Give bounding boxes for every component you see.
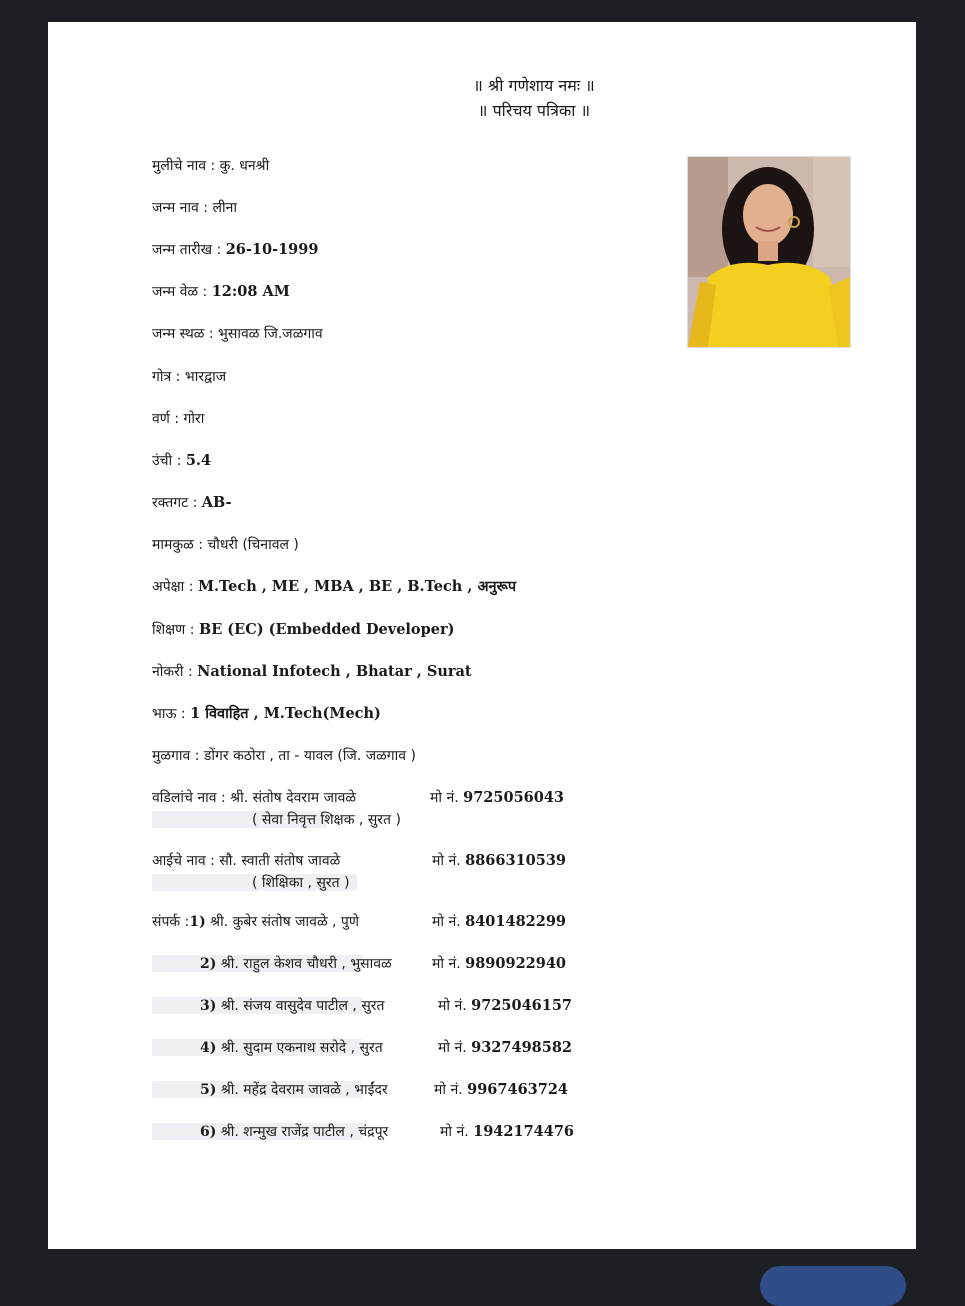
field-row	[152, 704, 381, 724]
field-value: 1 विवाहित , M.Tech(Mech)	[190, 705, 381, 722]
field-row	[152, 746, 416, 766]
field-value: भारद्वाज	[184, 369, 227, 385]
contact-phone-prefix: मो नं.	[440, 1124, 474, 1140]
contact-number: 1)	[189, 914, 206, 930]
mother-phone-number: 8866310539	[465, 852, 567, 869]
invocation-heading: ॥ श्री गणेशाय नमः ॥	[473, 76, 595, 95]
contact-phone-number: 1942174476	[473, 1123, 575, 1140]
contact-phone-prefix: मो नं.	[432, 914, 466, 930]
field-label: उंची :	[152, 453, 186, 469]
field-row	[152, 577, 516, 597]
field-label: जन्म स्थळ :	[152, 326, 219, 342]
contact-item	[200, 1122, 388, 1141]
field-label: जन्म तारीख :	[152, 242, 226, 258]
contact-number: 2)	[200, 956, 217, 972]
contact-phone-prefix: मो नं.	[438, 1040, 472, 1056]
field-label: जन्म नाव :	[152, 200, 213, 216]
contact-item	[200, 1038, 383, 1057]
contact-phone	[434, 1080, 568, 1099]
field-row	[152, 409, 204, 429]
field-value: 12:08 AM	[211, 283, 290, 300]
father-note: ( सेवा निवृत्त शिक्षक , सुरत )	[252, 812, 401, 828]
contact-phone	[432, 954, 566, 973]
father-phone	[430, 788, 564, 807]
field-label: शिक्षण :	[152, 622, 199, 638]
contact-name: श्री. संजय वासुदेव पाटील , सुरत	[220, 998, 385, 1014]
field-row	[152, 156, 269, 176]
mother-phone-prefix: मो नं.	[432, 853, 466, 869]
field-value: 5.4	[185, 452, 212, 469]
field-label: मुलीचे नाव :	[152, 158, 220, 174]
field-label: जन्म वेळ :	[152, 284, 212, 300]
document-page	[48, 22, 916, 1249]
contact-phone	[440, 1122, 574, 1141]
field-row	[152, 240, 318, 260]
document-title: ॥ परिचय पत्रिका ॥	[477, 101, 591, 120]
contact-name: श्री. राहुल केशव चौधरी , भुसावळ	[220, 956, 392, 972]
field-row	[152, 535, 299, 555]
field-label: मामकुळ :	[152, 537, 208, 553]
floating-action-button[interactable]	[760, 1266, 906, 1306]
contact-phone-number: 9725046157	[471, 997, 573, 1014]
portrait-image	[688, 157, 850, 347]
field-row	[152, 198, 237, 218]
contact-number: 5)	[200, 1082, 217, 1098]
contact-phone-number: 9327498582	[471, 1039, 573, 1056]
field-row	[152, 493, 232, 513]
field-row	[152, 324, 323, 344]
field-value: National Infotech , Bhatar , Surat	[197, 663, 472, 680]
contact-item	[200, 1080, 388, 1099]
field-label: अपेक्षा :	[152, 579, 198, 595]
field-value: चौधरी (चिनावल )	[207, 537, 299, 553]
father-phone-number: 9725056043	[463, 789, 565, 806]
contact-phone-prefix: मो नं.	[434, 1082, 468, 1098]
contact-phone	[432, 912, 566, 931]
field-row	[152, 620, 454, 640]
field-label: नोकरी :	[152, 664, 198, 680]
contact-phone-prefix: मो नं.	[438, 998, 472, 1014]
contact-name: श्री. महेंद्र देवराम जावळे , भाईंदर	[220, 1082, 388, 1098]
field-row	[152, 282, 290, 302]
contact-phone-number: 9967463724	[467, 1081, 569, 1098]
mother-name: सौ. स्वाती संतोष जावळे	[219, 853, 341, 869]
contact-item	[200, 996, 385, 1015]
field-row	[152, 367, 226, 387]
mother-label: आईचे नाव :	[152, 853, 220, 869]
contact-name: श्री. कुबेर संतोष जावळे , पुणे	[210, 914, 360, 930]
contact-phone-prefix: मो नं.	[432, 956, 466, 972]
mother-name-row	[152, 851, 340, 871]
field-value: लीना	[212, 200, 237, 216]
field-label: भाऊ :	[152, 706, 191, 722]
contact-number: 6)	[200, 1124, 217, 1140]
contact-item	[200, 954, 392, 973]
contact-phone	[438, 1038, 572, 1057]
contact-number: 3)	[200, 998, 217, 1014]
father-name-row	[152, 788, 356, 808]
field-label: रक्तगट :	[152, 495, 202, 511]
contact-number: 4)	[200, 1040, 217, 1056]
contact-phone-number: 8401482299	[465, 913, 567, 930]
father-name: श्री. संतोष देवराम जावळे	[230, 790, 357, 806]
contact-phone-number: 9890922940	[465, 955, 567, 972]
field-value: भुसावळ जि.जळगाव	[218, 326, 323, 342]
father-label: वडिलांचे नाव :	[152, 790, 231, 806]
field-value: डोंगर कठोरा , ता - यावल (जि. जळगाव )	[203, 748, 416, 764]
contact-name: श्री. सुदाम एकनाथ सरोदे , सुरत	[220, 1040, 383, 1056]
field-value: M.Tech , ME , MBA , BE , B.Tech , अनुरूप	[197, 578, 517, 595]
field-value: AB-	[201, 494, 232, 511]
field-row	[152, 662, 472, 682]
field-value: कु. धनश्री	[219, 158, 270, 174]
field-label: वर्ण :	[152, 411, 184, 427]
field-value: गोरा	[183, 411, 205, 427]
field-label: गोत्र :	[152, 369, 185, 385]
field-value: 26-10-1999	[225, 241, 319, 258]
contact-phone	[438, 996, 572, 1015]
field-value: BE (EC) (Embedded Developer)	[198, 621, 455, 638]
mother-note: ( शिक्षिका , सुरत )	[252, 875, 350, 891]
father-phone-prefix: मो नं.	[430, 790, 464, 806]
contact-name: श्री. शन्मुख राजेंद्र पाटील , चंद्रपूर	[220, 1124, 389, 1140]
mother-phone	[432, 851, 566, 870]
field-label: मुळगाव :	[152, 748, 204, 764]
field-row	[152, 451, 211, 471]
profile-photo	[687, 156, 851, 348]
contacts-label-row	[152, 912, 189, 932]
contacts-label: संपर्क :	[152, 914, 190, 930]
contact-item	[189, 912, 359, 931]
